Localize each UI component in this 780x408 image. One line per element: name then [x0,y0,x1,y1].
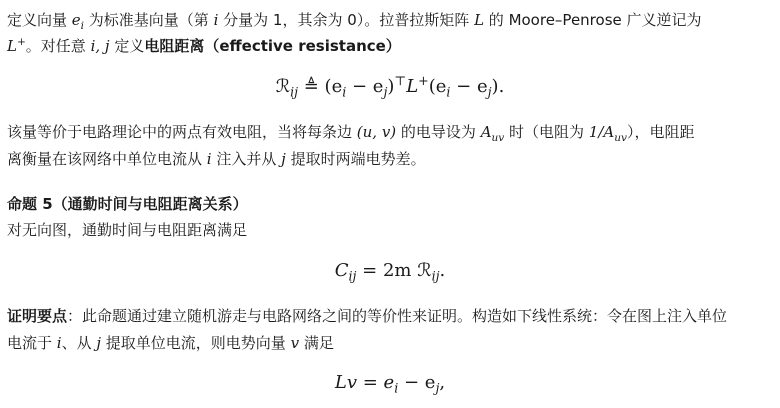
text: 定义 [109,37,145,55]
math-i: i [213,11,219,29]
math-uv: (u, v) [356,123,397,141]
para1-line2 [7,36,401,56]
equation-commute: $C_{ij} = 2m$ ℛ$_{ij}$. [334,260,446,284]
proposition-title: 命题 5（通勤时间与电阻距离关系） [7,195,248,213]
math-Lplus: L+ [7,36,26,55]
math-L: L [474,11,485,29]
math-ei: $e_i$ [71,11,85,32]
math-A: $A_{uv}$ [480,123,505,144]
proof-line2: 电流于 i、从 j 提取单位电流，则电势向量 v 满足 [7,334,334,352]
para2-line1: 该量等价于电路理论中的两点有效电阻，当将每条边 (u, v) 的电导设为 $A_{uv}$ 时（电阻为 $1/A_{uv}$），电阻距 [7,123,695,144]
math-ij: i, j [90,37,110,55]
proof-line1: 证明要点：此命题通过建立随机游走与电路网络之间的等价性来证明。构造如下线性系统：令在图上注入单位 [7,307,728,325]
text: 为标准基向量（第 [84,11,214,29]
equation-resistance: ℛ$_{ij}$ ≜ $(e_i - e_j)^⊤L^+(e_i - e_j)$. [275,73,505,100]
proposition-text: 对无向图，通勤时间与电阻距离满足 [7,221,248,239]
proof-label: 证明要点 [7,307,68,325]
para1-line1 [7,10,702,30]
text: 。对任意 [25,37,91,55]
math-inv: $1/A_{uv}$ [588,123,627,144]
text: 定义向量 [7,11,72,29]
para2-line2: 离衡量在该网络中单位电流从 i 注入并从 j 提取时两端电势差。 [7,150,426,168]
bold-term: 电阻距离（effective resistance） [144,37,401,55]
text: 分量为 1，其余为 0）。拉普拉斯矩阵 [218,11,475,29]
equation-linear-system: $Lv = e_i - e_j$, [334,372,446,396]
text: 的 Moore–Penrose 广义逆记为 [484,11,702,29]
